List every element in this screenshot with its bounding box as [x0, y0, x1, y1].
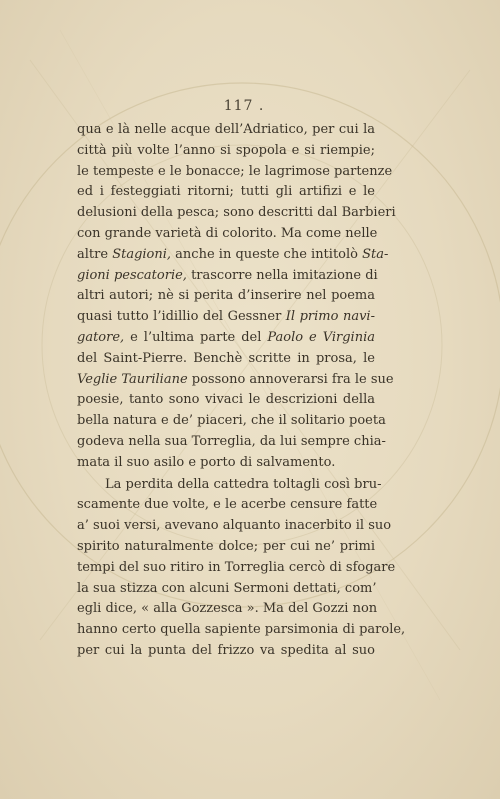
text-run: quasi tutto l’idillio del Gessner [77, 309, 286, 325]
body-text [77, 120, 406, 662]
italic-text: gioni pescatorie, [77, 267, 187, 283]
text-run: le tempeste e le bonacce; le lagrimose partenze [77, 163, 393, 179]
text-run: delusioni della pesca; sono descritti dal Barbieri [77, 205, 396, 221]
text-run: bella natura e de’ piaceri, che il solitario poeta [77, 413, 386, 429]
text-line [77, 411, 386, 432]
text-line [77, 599, 378, 620]
text-line [77, 182, 375, 203]
text-line [77, 245, 389, 266]
text-run: poesie, tanto sono vivaci le descrizioni della [77, 392, 375, 408]
page-number: 117 . [223, 98, 265, 114]
italic-text: Sta- [362, 246, 389, 262]
text-line [77, 495, 378, 516]
text-run: altre [77, 246, 113, 262]
italic-text: gatore, [77, 329, 125, 345]
text-run: altri autori; nè si perita d’inserire nel poema [77, 288, 375, 304]
text-run: egli dice, « alla Gozzesca ». Ma del Gozzi non [77, 601, 378, 617]
text-line [77, 641, 375, 662]
text-run: anche in queste che intitolò [171, 246, 363, 262]
text-line [77, 162, 393, 183]
text-run: spirito naturalmente dolce; per cui ne’ primi [77, 538, 375, 554]
text-run: hanno certo quella sapiente parsimonia di parole, [77, 622, 406, 638]
text-run: scamente due volte, e le acerbe censure fatte [77, 497, 378, 513]
text-run: trascorre nella imitazione di [186, 267, 378, 283]
text-line [77, 475, 382, 496]
text-run: per cui la punta del frizzo va spedita al suo [77, 642, 375, 658]
text-run: con grande varietà di colorito. Ma come nelle [77, 225, 378, 241]
text-line [77, 537, 375, 558]
text-line [77, 141, 375, 162]
text-line [77, 620, 406, 641]
text-run: ed i festeggiati ritorni; tutti gli artifizi e le [77, 184, 375, 200]
text-line [77, 349, 375, 370]
text-run: qua e là nelle acque dell’Adriatico, per cui la [77, 122, 375, 137]
text-line [77, 370, 394, 391]
text-run: a’ suoi versi, avevano alquanto inacerbito il suo [77, 518, 392, 534]
text-run: del Saint-Pierre. Benchè scritte in prosa, le [77, 350, 375, 366]
text-run: la sua stizza con alcuni Sermoni dettati, com’ [77, 580, 377, 596]
text-line [77, 307, 375, 328]
text-line [77, 266, 378, 287]
text-run: e l’ultima parte del [124, 329, 268, 345]
text-line [77, 203, 396, 224]
text-line [77, 286, 375, 307]
text-run: tempi del suo ritiro in Torreglia cercò di sfogare [77, 559, 396, 575]
text-run: La perdita della cattedra toltagli così bru- [105, 476, 382, 492]
text-line [77, 516, 392, 537]
text-line [77, 453, 375, 474]
italic-text: Stagioni, [112, 246, 172, 262]
text-run: città più volte l’anno si spopola e si riempie; [77, 142, 375, 158]
text-run: mata il suo asilo e porto di salvamento. [77, 454, 336, 470]
text-line [77, 432, 386, 453]
text-line [77, 558, 396, 579]
text-line [77, 579, 375, 600]
italic-text: Il primo navi- [285, 309, 375, 325]
text-line [77, 390, 375, 411]
text-run: godeva nella sua Torreglia, da lui sempre chia- [77, 433, 386, 449]
italic-text: Paolo e Virginia [267, 329, 375, 345]
text-line [77, 328, 375, 349]
text-run: possono annoverarsi fra le sue [187, 371, 394, 387]
italic-text: Veglie Tauriliane [77, 371, 188, 387]
text-line [77, 224, 378, 245]
text-line [77, 120, 375, 141]
